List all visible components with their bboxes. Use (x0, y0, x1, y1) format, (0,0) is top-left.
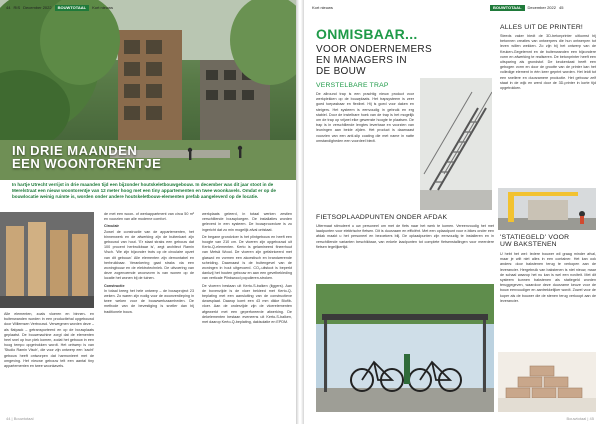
section-subtitle (316, 44, 432, 77)
right-column: Kort nieuws (312, 5, 333, 10)
section-subtitle-line2: EN MANAGERS IN (316, 55, 407, 66)
bricks-illustration (498, 352, 596, 412)
right-page-header (312, 4, 333, 12)
left-page (0, 0, 296, 424)
right-page-header-brand (490, 4, 563, 12)
printer-illustration (498, 188, 596, 230)
heading-statiegeld-line2: UW BAKSTENEN (500, 241, 557, 248)
heading-statiegeld (500, 234, 569, 248)
column-1: Alle elementen, zoals vloeren en binnen- en buitenwanden worden in een productiehal opgebouwd door Willemsen Vertrouwd. Verwegmen worden deze – als flatpack – getransporteerd en op de bouwplaats geplaatst. De bouwmachine zorgt dat de elementen heel snel op hun plek komen, zodat het gebouw in een hoog tempo opgetrokken wordt. Het ontwerp is van 'Studio Ramin Visch', die voor zijn ontwerp een 'zacht' gebouw heeft ontworpen dat harmonieert met de omgeving. Het nieuwe gebouw telt een aantal tiny appartementen en twee woonkavels. (4, 312, 94, 369)
stairs-illustration (420, 78, 492, 210)
left-column: Kort nieuws (92, 5, 114, 10)
column-2 (104, 212, 194, 412)
column-3-body-2: De vloeren bestaan uit Kerto-S-balken (liggers). Aan de bovenzijde is de vloer bekleed met Kerto-Q-beplating met een aansluiting van de constructieve dwarsplaat. Daarop komt een 43 mm dikke Biofib-vloer. Aan de onderzijde zijn de vloerelementen afgewerkt met een geperforeerde afwerking. De dekelementen bestaan eveneens uit Kerto-S-balken, met daarop Kerto-Q-beplating, dakisolatie en EPDM. (202, 283, 292, 325)
left-page-number: 44 (6, 5, 11, 10)
column-2-body-2: In totaal kreeg het hele ontwerp – de bouwproject 23 weken. Zo waren zijn nodig voor de woonverdieping in twee weken voor de bouwwerkzaamheden. De methode van de bevestiging is sneller dan bij traditionele bouw. (104, 288, 194, 314)
article-title-line1: IN DRIE MAANDEN (12, 143, 138, 158)
body-fietsoplaadpunten: Uitermaat stimuleert u uw personeel om met de fiets naar het werk te komen. Vereenvoudig het met laadpunten voor elektrische fietsen. Dit is duurzaam en efficiënt. Met een oplaadpunt voor e-bikes onder een afdak maakt u het personeel en bezoekers blij. De oplaadpunten zijn eenvoudig te installeren en in verschillende varianten beschikbaar, van enkele laadpunten tot complete fietsenstallingen voor meerdere fietsen tegelijkertijd. (316, 224, 494, 249)
column-2-intro: de met een woon- of werkappartment van circa 50 m² en voorzien van alle moderne comfort. (104, 212, 194, 222)
article-title-line2: EEN WOONTORENTJE (12, 156, 162, 171)
bike-shelter-illustration (316, 284, 494, 412)
section-main-title: ONMISBAAR... (316, 26, 418, 42)
left-footer: 44 | Bouwtotaal (6, 416, 34, 421)
article-lead: In hartje Utrecht verrijst in drie maanden tijd een bijzonder houtskeletbouwgebouw. In december was dit jaar stoot in de Merelstraat een nieuw woontorentje van 12 meter hoog met een tiny appartementen en twee woonkavels. Omdat er op de bouwlocatie weinig ruimte is, worden onder andere houtskeletbouw-elementen prefab aangeleverd op de locatie. (12, 182, 276, 199)
photo-bricks (498, 352, 596, 412)
left-section: RIS (13, 5, 21, 10)
body-statiegeld: U hebt het wel: Iedere bouwer wil graag minder afval, maar je wilt niet alles in een container. Het kan ook anders: door bakstenen terug te verkopen aan de leverancier. Hergebruik van bakstenen is niet nieuw, maar de schaal waarop het nu kan is wel een noviteit. Met dit systeem kunnen bakstenen als statiegeld worden teruggegeven, waardoor deze duurzame keuze voor de bouw eenvoudiger en aantrekkelijker wordt. Zowel voor de koper als de bouwer die de stenen terug verkoopt aan de leverancier. (500, 252, 596, 303)
right-page (304, 0, 600, 424)
column-3-body-1: De begane grondvloer is het plintgebouw en heeft een hoogte van 210 cm. De vloeren zijn opgebouwd uit Kerto-Q-elementen. Kerto is gelamineerd fineerhout van Metsä Wood. De vloeren zijn gefabriceerd met glaswol en vormen een akoestisch en brandwerende scheiding. Daarnaast is de buitengevel van de woningen in hout uitgevoerd. CO₂-uitstoot is beperkt dankzij het houten gebouw en aan een gevelbekleding van verticale Plinkwood populieren-stroken. (202, 234, 292, 281)
column-3 (202, 212, 292, 412)
left-page-header (6, 4, 113, 12)
right-issue: December 2022 (527, 5, 556, 10)
photo-bike-shelter (316, 284, 494, 412)
section-subtitle-line1: VOOR ONDERNEMERS (316, 44, 432, 55)
right-brand-badge: BOUWTOTAAL (490, 5, 525, 11)
photo-adjustable-stairs (420, 78, 492, 210)
body-verstelbare-trap: De allround trap is een prachtig nieuw product voor werkplekken op de bouwplaats. Het trapsysteem is zeer goed toepasbaar en flexibel. Hij is goed voor daken en steigers. Het systeem is eenvoudig in gebruik en erg stabiel. Door de instelbare hoek van de trap is het mogelijk om de trap op vrijwel elke gewenste hoogte te plaatsen. De trap is in verschillende lengtes leverbaar en voorzien van leuningen aan beide zijden. Het product is daarnaast voorzien van een anti-slip coating die met name in natte omstandigheden een voordeel biedt. (316, 92, 414, 143)
heading-statiegeld-line1: 'STATIEGELD' VOOR (500, 234, 570, 241)
spine-gutter (296, 0, 304, 424)
subhead-circulair: Circulair (104, 224, 119, 229)
heading-verstelbare-trap: VERSTELBARE TRAP (316, 82, 389, 89)
column-3-intro: werkplaats geleerd, in totaal werken zestien verschillende bouwploegen. De installaties worden geleverd in een systeem. De bouwprocedure is zo ingericht dat zo min mogelijk afval ontstaat. (202, 212, 292, 232)
heading-alles-uit-de-printer: ALLES UIT DE PRINTER! (500, 24, 584, 31)
inset-photo-prefab-elements (0, 212, 94, 308)
body-alles-uit-de-printer: Steeds vaker biedt de 3D-betonprinter uitkomst bij betonnen creaties van ontwerpers die hun ontwerpen tot leven willen wekken. Zo zijn bij het ontwerp van de Keuken-Gegelemnt en de buitenwanden een bijzondere vorm en afwerking te realiseren. De betonprinter heeft een uitsparing als grondstof. De keukenkast heeft een gebogen vorm en door de grootte van de printer kan het volledige element in één keer geprint worden. Het leidt tot een snellere en duurzamere productie. Het gebouw zelf staat in de wijk en werd door de 3D-printer in korte tijd opgetrokken. (500, 34, 596, 91)
right-page-number: 45 (558, 5, 564, 10)
inset-illustration (0, 212, 94, 308)
photo-3d-printer (498, 188, 596, 230)
subhead-constructie: Constructie (104, 283, 125, 288)
column-2-body-1: Zowel de constructie van de appartementen, het binnenwerk en de afwerking zijn de buitenkant zijn gebouwd van hout. 'Er staat straks een gebouw dat 100 procent herbruikbaar is', zegt architect Ramin Visch. 'We zijn bijzonder trots op de circulaire opzet van dit gebouw.' Alle elementen zijn demontabel en herbruikbaar. Verankering gaat straks via een woningbouw en de elektrotechniek. De uitvoering van deze zogenoemde woonvorm is van wonen op de locatie het wonen bij de tuinen. (104, 229, 194, 281)
heading-fietsoplaadpunten: FIETSOPLAADPUNTEN ONDER AFDAK (316, 214, 448, 221)
left-issue: December 2022 (23, 5, 52, 10)
article-title (12, 144, 161, 170)
left-brand-badge: BOUWTOTAAL (55, 5, 90, 11)
right-footer: Bouwtotaal | 45 (566, 416, 594, 421)
section-subtitle-line3: DE BOUW (316, 66, 366, 77)
